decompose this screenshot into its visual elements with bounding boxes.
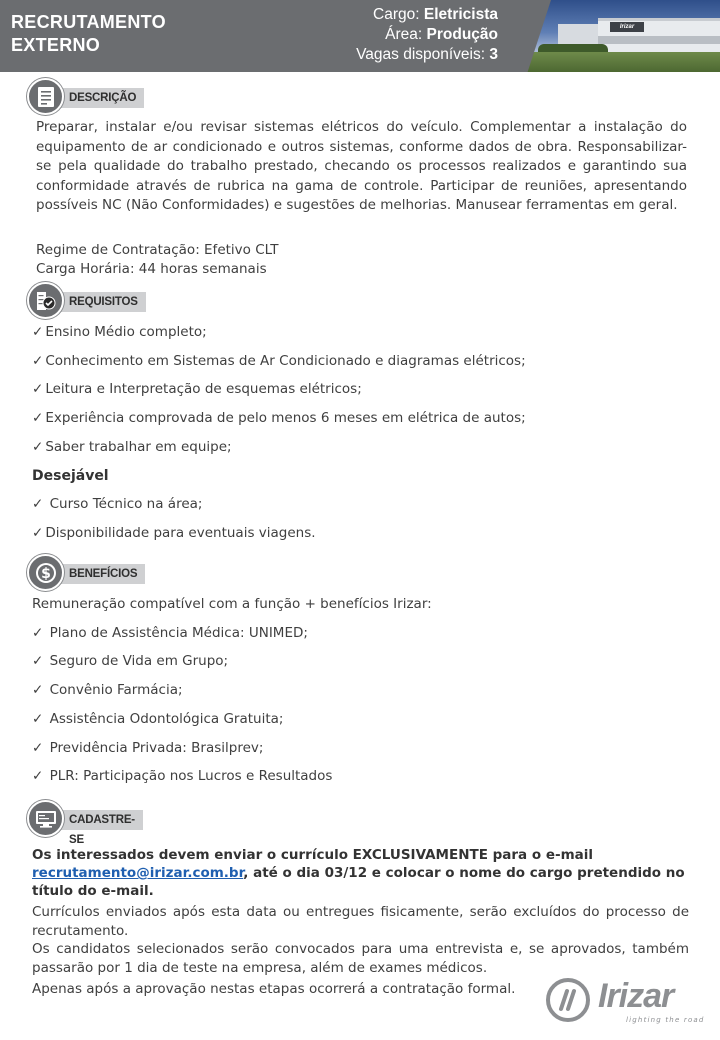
irizar-logo [546, 976, 706, 1028]
regime-text: Regime de Contratação: Efetivo CLT [36, 242, 279, 258]
list-item: ✓ Experiência comprovada de pelo menos 6 meses em elétrica de autos; [32, 410, 526, 426]
section-heading: REQUISITOS [57, 292, 146, 312]
list-item: ✓ Disponibilidade para eventuais viagens. [32, 525, 316, 541]
list-item: ✓ Conhecimento em Sistemas de Ar Condicionado e diagramas elétricos; [32, 353, 526, 369]
deadline-paragraph: Currículos enviados após esta data ou entregues fisicamente, serão excluídos do processo de recrutamento. [32, 904, 689, 939]
hiring-paragraph: Apenas após a aprovação nestas etapas ocorrerá a contratação formal. [32, 981, 516, 997]
email-link[interactable]: recrutamento@irizar.com.br [32, 865, 244, 881]
list-item: ✓ Assistência Odontológica Gratuita; [32, 711, 284, 727]
dollar-icon [27, 554, 64, 591]
area-value: Produção [426, 26, 498, 43]
application-instructions: Os interessados devem enviar o currículo EXCLUSIVAMENTE para o e-mail recrutamento@irizar.com.br, até o dia 03/12 e colocar o nome do cargo pretendido no título do e-mail. [32, 847, 685, 899]
checklist-icon [27, 282, 64, 319]
computer-icon [27, 800, 64, 837]
svg-text:$: $ [40, 565, 51, 582]
description-paragraph: Preparar, instalar e/ou revisar sistemas elétricos do veículo. Complementar a instalação do equipamento de ar condicionado e outros sistemas, conforme dados de obra. Responsabilizar-se pela qualidade do trabalho prestado, checando os processos realizados e garantindo sua conformidade através de rubrica na gama de controle. Participar de reuniões, apresentando possíveis NC (Não Conformidades) e sugestões de melhorias. Manusear ferramentas em geral. [36, 119, 687, 213]
title-line-1: RECRUTAMENTO [11, 12, 166, 32]
factory-sign: Irizar [610, 22, 644, 32]
logo-mark-icon [546, 978, 590, 1022]
title-line-2: EXTERNO [11, 35, 101, 55]
list-item: ✓ Seguro de Vida em Grupo; [32, 653, 229, 669]
list-item: ✓ Curso Técnico na área; [32, 496, 203, 512]
desejavel-label: Desejável [32, 468, 109, 484]
cargo-line: Cargo: Eletricista [373, 6, 498, 23]
page-title [11, 11, 166, 57]
logo-tagline: lighting the road [626, 1016, 705, 1024]
benefits-intro: Remuneração compatível com a função + benefícios Irizar: [32, 596, 432, 612]
vagas-value: 3 [489, 46, 498, 63]
job-info [356, 5, 498, 65]
list-item: ✓ Leitura e Interpretação de esquemas elétricos; [32, 381, 362, 397]
list-item: ✓ Plano de Assistência Médica: UNIMED; [32, 625, 308, 641]
section-heading: BENEFÍCIOS [57, 564, 145, 584]
list-item: ✓ Previdência Privada: Brasilprev; [32, 740, 264, 756]
section-heading: CADASTRE-SE [57, 810, 143, 830]
list-item: ✓ Convênio Farmácia; [32, 682, 183, 698]
cargo-value: Eletricista [423, 6, 498, 23]
list-item: ✓ PLR: Participação nos Lucros e Resultados [32, 768, 333, 784]
area-line: Área: Produção [385, 26, 498, 43]
selection-paragraph: Os candidatos selecionados serão convocados para uma entrevista e, se aprovados, também passarão por 1 dia de teste na empresa, além de exames médicos. [32, 941, 689, 976]
header-banner [0, 0, 720, 72]
vagas-line: Vagas disponíveis: 3 [356, 46, 498, 63]
section-heading: DESCRIÇÃO [57, 88, 144, 108]
logo-wordmark: Irizar [598, 977, 674, 1015]
list-item: ✓ Saber trabalhar em equipe; [32, 439, 232, 455]
carga-text: Carga Horária: 44 horas semanais [36, 261, 267, 277]
document-icon [27, 78, 64, 115]
list-item: ✓ Ensino Médio completo; [32, 324, 207, 340]
factory-photo [498, 0, 720, 72]
